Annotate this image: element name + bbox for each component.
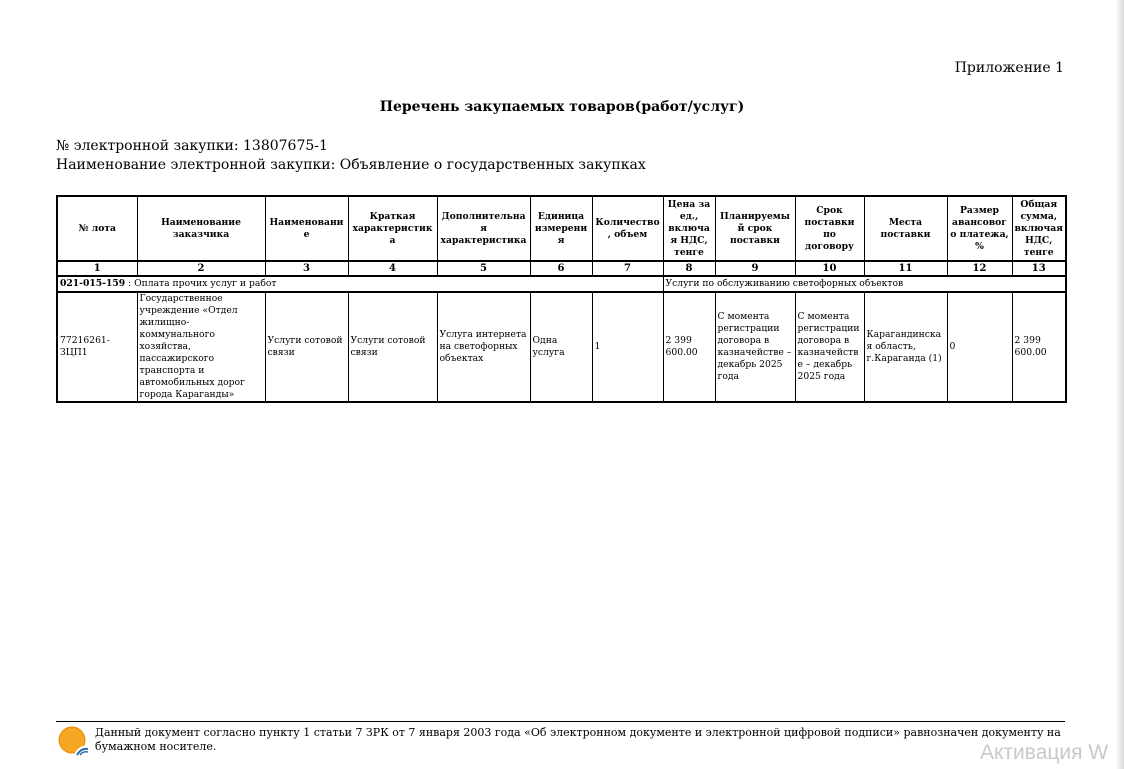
document-title: Перечень закупаемых товаров(работ/услуг)	[379, 99, 745, 115]
table-header-row	[57, 196, 1066, 261]
column-number: 8	[663, 261, 715, 276]
unit-price: 2 399 600.00	[663, 292, 715, 402]
planned-delivery-term: С момента регистрации договора в казначействе – декабрь 2025 года	[715, 292, 795, 402]
column-number: 3	[265, 261, 348, 276]
customer-name: Государственное учреждение «Отдел жилищно-коммунального хозяйства, пассажирского транспорта и автомобильных дорог города Караганды»	[137, 292, 265, 402]
lots-table	[56, 195, 1067, 403]
header-cell: Количество, объем	[592, 196, 663, 261]
group-code-cell	[57, 276, 663, 292]
total-amount: 2 399 600.00	[1012, 292, 1066, 402]
column-number-row	[57, 261, 1066, 276]
column-number: 12	[947, 261, 1012, 276]
column-number: 11	[864, 261, 947, 276]
header-cell: № лота	[57, 196, 137, 261]
footer-legal-text: Данный документ согласно пункту 1 статьи 7 ЗРК от 7 января 2003 года «Об электронном документе и электронной цифровой подписи» равнозначен документу на бумажном носителе.	[95, 726, 1061, 753]
lot-number: 77216261-ЗЦП1	[57, 292, 137, 402]
unit: Одна услуга	[530, 292, 592, 402]
header-cell: Наименование	[265, 196, 348, 261]
header-cell: Краткая характеристика	[348, 196, 437, 261]
additional-description: Услуга интернета на светофорных объектах	[437, 292, 530, 402]
column-number: 10	[795, 261, 864, 276]
contract-delivery-term: С момента регистрации договора в казначействе – декабрь 2025 года	[795, 292, 864, 402]
column-number: 13	[1012, 261, 1066, 276]
column-number: 6	[530, 261, 592, 276]
sun-logo-icon	[58, 724, 90, 756]
footer-divider	[56, 721, 1065, 722]
header-cell: Единица измерения	[530, 196, 592, 261]
header-cell: Наименование заказчика	[137, 196, 265, 261]
column-number: 2	[137, 261, 265, 276]
short-description: Услуги сотовой связи	[348, 292, 437, 402]
delivery-place: Карагандинская область, г.Караганда (1)	[864, 292, 947, 402]
column-number: 1	[57, 261, 137, 276]
header-cell: Срок поставки по договору	[795, 196, 864, 261]
windows-activation-watermark: Активация W	[980, 741, 1109, 764]
column-number: 4	[348, 261, 437, 276]
advance-payment: 0	[947, 292, 1012, 402]
header-cell: Размер авансового платежа, %	[947, 196, 1012, 261]
table-row	[57, 292, 1066, 402]
header-cell: Места поставки	[864, 196, 947, 261]
column-number: 7	[592, 261, 663, 276]
page-edge-shadow	[1116, 0, 1124, 769]
column-number: 5	[437, 261, 530, 276]
appendix-label: Приложение 1	[954, 60, 1064, 76]
group-description: Услуги по обслуживанию светофорных объектов	[663, 276, 1066, 292]
group-code: 021-015-159	[60, 278, 126, 289]
procurement-name: Наименование электронной закупки: Объявление о государственных закупках	[56, 157, 646, 173]
item-name: Услуги сотовой связи	[265, 292, 348, 402]
header-cell: Дополнительная характеристика	[437, 196, 530, 261]
header-cell: Цена за ед., включая НДС, тенге	[663, 196, 715, 261]
header-cell: Общая сумма, включая НДС, тенге	[1012, 196, 1066, 261]
quantity: 1	[592, 292, 663, 402]
header-cell: Планируемый срок поставки	[715, 196, 795, 261]
group-row	[57, 276, 1066, 292]
column-number: 9	[715, 261, 795, 276]
group-code-suffix: : Оплата прочих услуг и работ	[125, 278, 277, 289]
procurement-number: № электронной закупки: 13807675-1	[56, 138, 328, 154]
